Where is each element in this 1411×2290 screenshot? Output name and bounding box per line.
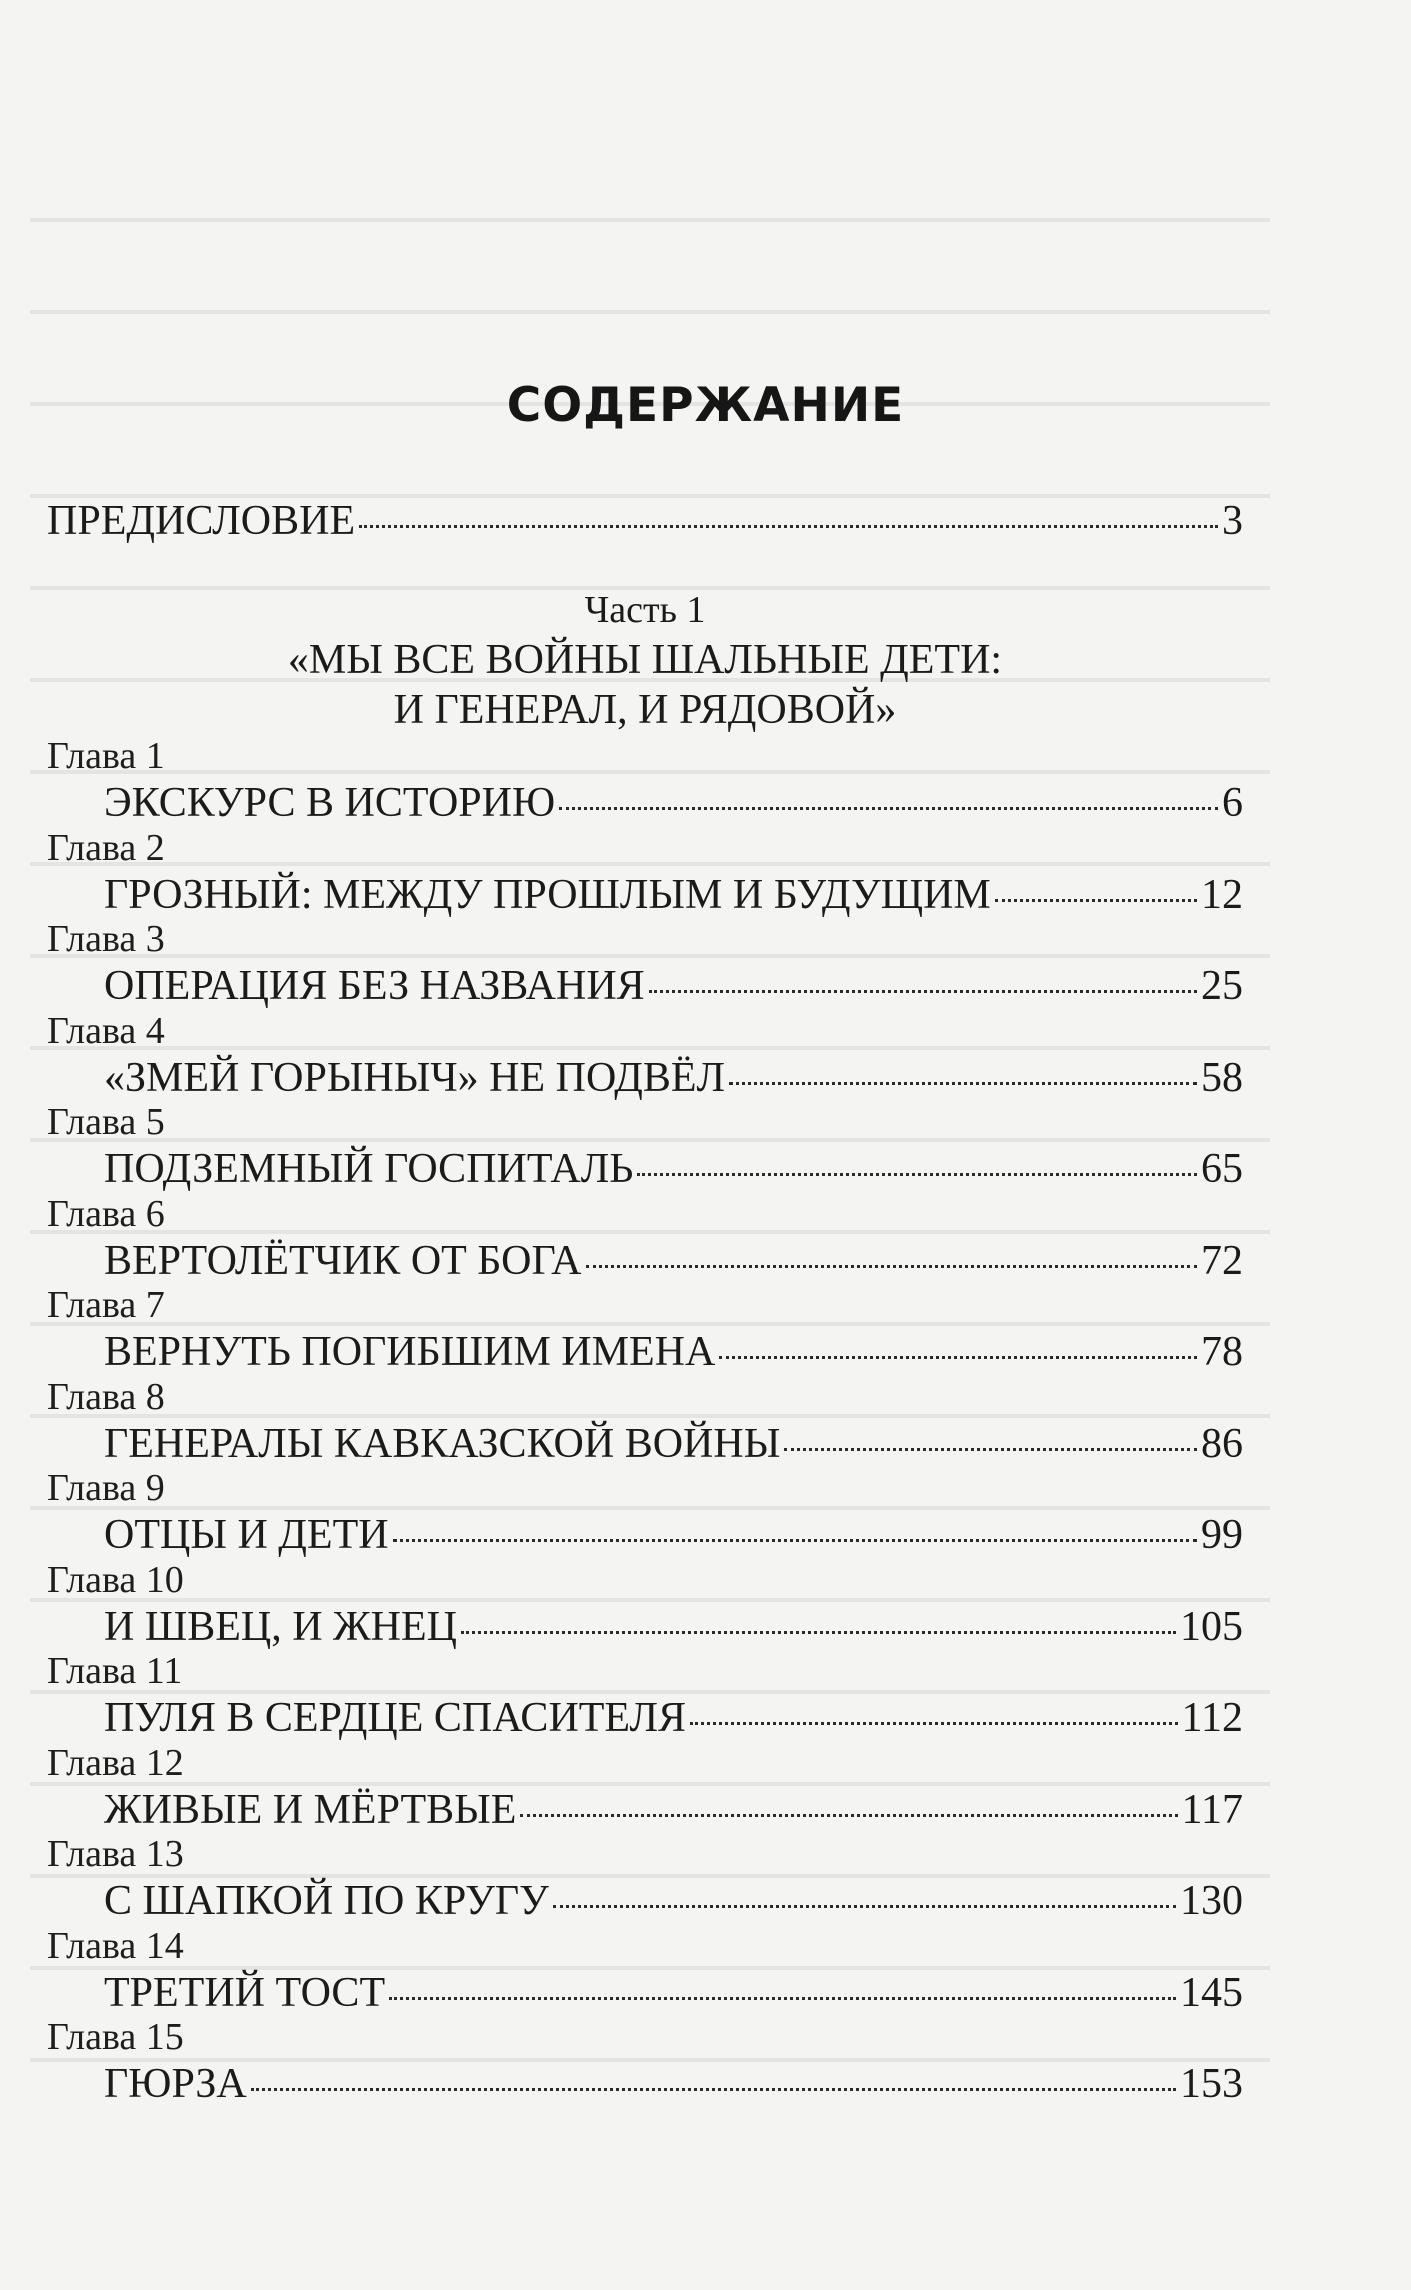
- entry-title: ПУЛЯ В СЕРДЦЕ СПАСИТЕЛЯ: [104, 1695, 687, 1741]
- dot-leader: [559, 807, 1218, 810]
- chapter-label: Глава 11: [47, 1650, 183, 1692]
- toc-entry: [104, 874, 1243, 916]
- entry-page: 153: [1180, 2061, 1243, 2107]
- entry-title: ПОДЗЕМНЫЙ ГОСПИТАЛЬ: [104, 1146, 634, 1192]
- entry-page: 65: [1201, 1146, 1243, 1192]
- dot-leader: [359, 525, 1218, 528]
- part-title-line2: И ГЕНЕРАЛ, И РЯДОВОЙ»: [393, 687, 897, 733]
- entry-title: ГЕНЕРАЛЫ КАВКАЗСКОЙ ВОЙНЫ: [104, 1421, 781, 1467]
- chapter-label: Глава 2: [47, 827, 165, 869]
- entry-page: 130: [1180, 1878, 1243, 1924]
- entry-title: ТРЕТИЙ ТОСТ: [104, 1970, 386, 2016]
- entry-page: 112: [1181, 1695, 1243, 1741]
- toc-entry: [104, 1423, 1243, 1465]
- entry-title: И ШВЕЦ, И ЖНЕЦ: [104, 1604, 457, 1650]
- chapter-label: Глава 4: [47, 1010, 165, 1052]
- dot-leader: [784, 1448, 1197, 1451]
- entry-title: ВЕРТОЛЁТЧИК ОТ БОГА: [104, 1238, 582, 1284]
- dot-leader: [389, 1997, 1176, 2000]
- dot-leader: [719, 1356, 1197, 1359]
- entry-page: 78: [1201, 1329, 1243, 1375]
- entry-page: 12: [1201, 872, 1243, 918]
- dot-leader: [637, 1173, 1197, 1176]
- entry-page: 6: [1222, 780, 1243, 826]
- dot-leader: [251, 2088, 1176, 2091]
- entry-title: ПРЕДИСЛОВИЕ: [47, 498, 356, 544]
- entry-page: 117: [1181, 1787, 1243, 1833]
- entry-title: «ЗМЕЙ ГОРЫНЫЧ» НЕ ПОДВЁЛ: [104, 1055, 726, 1101]
- toc-entry: [104, 965, 1243, 1007]
- dot-leader: [586, 1265, 1197, 1268]
- dot-leader: [729, 1082, 1197, 1085]
- toc-entry: [104, 1697, 1243, 1739]
- chapter-label: Глава 12: [47, 1742, 184, 1784]
- chapter-label: Глава 8: [47, 1376, 165, 1418]
- dot-leader: [995, 899, 1197, 902]
- chapter-label: Глава 9: [47, 1467, 165, 1509]
- toc-entry: [104, 1240, 1243, 1282]
- chapter-label: Глава 15: [47, 2016, 184, 2058]
- dot-leader: [649, 990, 1197, 993]
- toc-entry: [104, 1789, 1243, 1831]
- entry-title: ГРОЗНЫЙ: МЕЖДУ ПРОШЛЫМ И БУДУЩИМ: [104, 872, 991, 918]
- entry-title: ОТЦЫ И ДЕТИ: [104, 1512, 389, 1558]
- part-heading: [0, 585, 1290, 735]
- entry-title: С ШАПКОЙ ПО КРУГУ: [104, 1878, 549, 1924]
- chapter-label: Глава 6: [47, 1193, 165, 1235]
- dot-leader: [393, 1539, 1197, 1542]
- chapter-label: Глава 1: [47, 735, 165, 777]
- toc-entry: [104, 782, 1243, 824]
- entry-title: ЖИВЫЕ И МЁРТВЫЕ: [104, 1787, 517, 1833]
- dot-leader: [461, 1631, 1176, 1634]
- part-label: Часть 1: [584, 589, 706, 631]
- entry-page: 72: [1201, 1238, 1243, 1284]
- chapter-label: Глава 3: [47, 918, 165, 960]
- entry-page: 86: [1201, 1421, 1243, 1467]
- toc-entry: [104, 1972, 1243, 2014]
- entry-title: ОПЕРАЦИЯ БЕЗ НАЗВАНИЯ: [104, 963, 645, 1009]
- toc-entry: [104, 2063, 1243, 2105]
- toc-entry: [104, 1148, 1243, 1190]
- dot-leader: [520, 1814, 1177, 1817]
- toc-entry: [104, 1606, 1243, 1648]
- entry-title: ВЕРНУТЬ ПОГИБШИМ ИМЕНА: [104, 1329, 716, 1375]
- entry-page: 105: [1180, 1604, 1243, 1650]
- dot-leader: [553, 1905, 1176, 1908]
- entry-title: ГЮРЗА: [104, 2061, 247, 2107]
- chapter-label: Глава 7: [47, 1284, 165, 1326]
- chapter-label: Глава 5: [47, 1101, 165, 1143]
- toc-entry: [104, 1880, 1243, 1922]
- part-title-line1: «МЫ ВСЕ ВОЙНЫ ШАЛЬНЫЕ ДЕТИ:: [287, 637, 1003, 683]
- chapter-label: Глава 14: [47, 1925, 184, 1967]
- toc-entry: [104, 1057, 1243, 1099]
- entry-page: 99: [1201, 1512, 1243, 1558]
- dot-leader: [690, 1722, 1178, 1725]
- toc-entry-preface: [47, 500, 1243, 542]
- entry-page: 145: [1180, 1970, 1243, 2016]
- entry-page: 25: [1201, 963, 1243, 1009]
- toc-entry: [104, 1514, 1243, 1556]
- entry-page: 58: [1201, 1055, 1243, 1101]
- entry-title: ЭКСКУРС В ИСТОРИЮ: [104, 780, 556, 826]
- entry-page: 3: [1222, 498, 1243, 544]
- page-title: СОДЕРЖАНИЕ: [506, 378, 905, 433]
- toc-entry: [104, 1331, 1243, 1373]
- chapter-label: Глава 10: [47, 1559, 184, 1601]
- chapter-label: Глава 13: [47, 1833, 184, 1875]
